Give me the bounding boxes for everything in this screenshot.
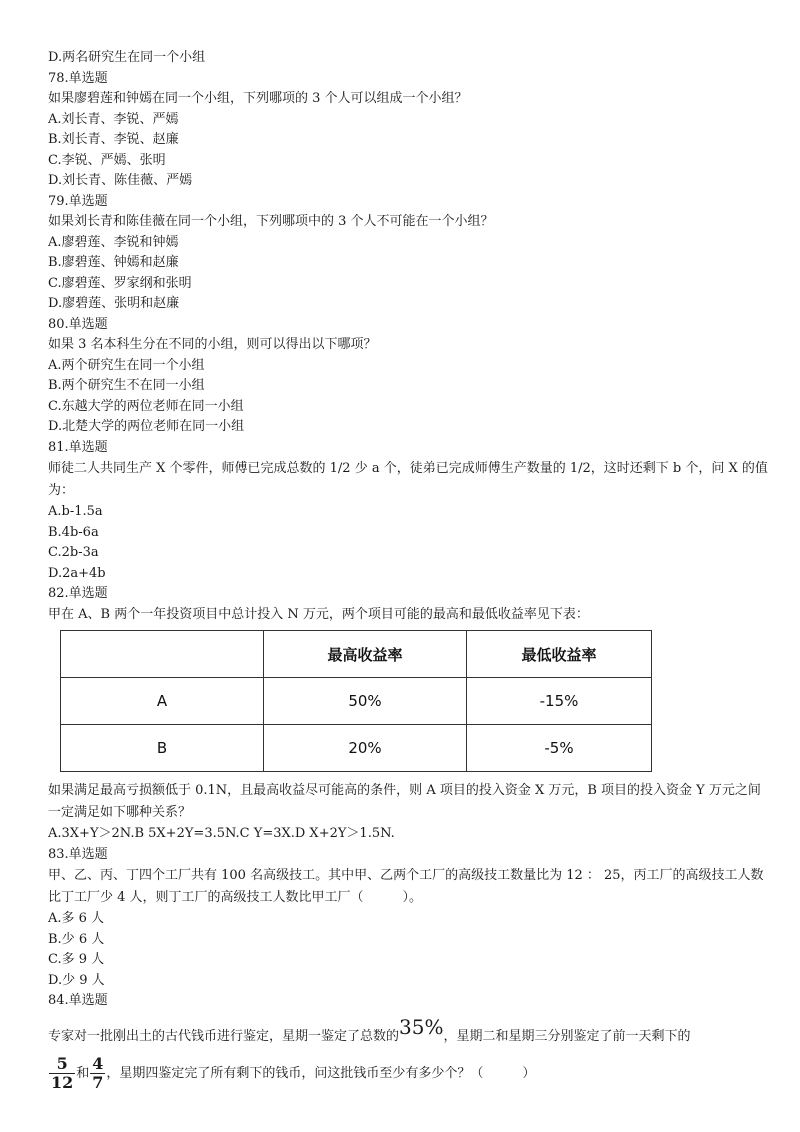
option-d: D.少 9 人	[48, 972, 105, 988]
table-cell: 50%	[264, 678, 467, 725]
document-content	[48, 48, 768, 1094]
question-stem: 如果刘长青和陈佳薇在同一个小组，下列哪项中的 3 个人不可能在一个小组？	[48, 214, 494, 229]
conjunction-text: 和	[76, 1065, 90, 1081]
question-header: 79.单选题	[48, 193, 108, 209]
option-b: B.廖碧莲、钟嫣和赵廉	[48, 255, 179, 270]
option-c: C.廖碧莲、罗家纲和张明	[48, 275, 192, 291]
question-header: 81.单选题	[48, 439, 108, 455]
option-a: A.b-1.5a	[48, 504, 103, 519]
question-stem: 师徒二人共同生产 X 个零件，师傅已完成总数的 1/2 少 a 个，徒弟已完成师傅生产数量的 1/2，这时还剩下 b 个，问 X 的值为：	[48, 461, 768, 498]
table-cell: 20%	[264, 725, 467, 772]
option-c: C.2b-3a	[48, 545, 99, 560]
fraction-five-twelfths	[49, 1055, 75, 1092]
table-header-cell	[61, 631, 264, 678]
question-79	[48, 192, 768, 315]
question-header: 78.单选题	[48, 70, 108, 86]
option-b: B.刘长青、李锐、赵廉	[48, 132, 179, 147]
option-c: C.李锐、严嫣、张明	[48, 152, 166, 168]
question-stem: 如果 3 名本科生分在不同的小组，则可以得出以下哪项？	[48, 337, 377, 352]
question-stem: 甲、乙、丙、丁四个工厂共有 100 名高级技工。其中甲、乙两个工厂的高级技工数量比为 12 ： 25，丙工厂的高级技工人数比丁工厂少 4 人，则丁工厂的高级技工人数比甲工厂（ ）。	[48, 868, 764, 905]
option-b: B.少 6 人	[48, 931, 105, 947]
table-row	[61, 678, 652, 725]
q77-option-d: D.两名研究生在同一个小组	[48, 50, 206, 65]
option-d: D.廖碧莲、张明和赵廉	[48, 296, 180, 311]
option-b: B.两个研究生不在同一小组	[48, 378, 205, 393]
return-rate-table	[60, 630, 652, 772]
question-header: 83.单选题	[48, 846, 108, 862]
table-header-row	[61, 631, 652, 678]
table-cell: -15%	[467, 678, 652, 725]
question-stem: 甲在 A、B 两个一年投资项目中总计投入 N 万元，两个项目可能的最高和最低收益率见下表：	[48, 606, 589, 622]
table-cell: A	[61, 678, 264, 725]
option-b: B.4b-6a	[48, 524, 99, 540]
option-d: D.2a+4b	[48, 565, 106, 581]
table-header-cell: 最高收益率	[264, 631, 467, 678]
question-header: 80.单选题	[48, 316, 108, 332]
option-c: C.东越大学的两位老师在同一小组	[48, 398, 244, 414]
fraction-numerator: 4	[92, 1053, 104, 1073]
option-c: C.多 9 人	[48, 952, 105, 967]
option-d: D.刘长青、陈佳薇、严嫣	[48, 173, 193, 188]
stem-text: ，星期四鉴定完了所有剩下的钱币，问这批钱币至少有多少个？（ ）	[106, 1065, 536, 1081]
percent-value: 35%	[399, 1014, 444, 1039]
table-row	[61, 725, 652, 772]
question-82	[48, 584, 768, 845]
question-stem	[48, 1012, 768, 1052]
question-80	[48, 315, 768, 438]
option-a: A.廖碧莲、李锐和钟嫣	[48, 234, 179, 250]
option-a: A.两个研究生在同一个小组	[48, 357, 205, 373]
question-81	[48, 438, 768, 585]
fraction-numerator: 5	[49, 1055, 75, 1074]
stem-text: 专家对一批刚出土的古代钱币进行鉴定，星期一鉴定了总数的	[48, 1028, 400, 1044]
option-a: A.刘长青、李锐、严嫣	[48, 111, 179, 127]
question-header: 84.单选题	[48, 993, 108, 1008]
question-stem-continued	[48, 1054, 768, 1094]
question-78	[48, 69, 768, 192]
fraction-denominator: 12	[51, 1072, 74, 1092]
stem-text: ，星期二和星期三分别鉴定了前一天剩下的	[443, 1028, 691, 1044]
fraction-four-sevenths	[90, 1055, 105, 1092]
option-d: D.北楚大学的两位老师在同一小组	[48, 419, 245, 434]
table-header-cell: 最低收益率	[467, 631, 652, 678]
table-cell: -5%	[467, 725, 652, 772]
question-83	[48, 845, 768, 992]
question-84	[48, 991, 768, 1094]
fraction-denominator: 7	[92, 1072, 104, 1092]
question-stem: 如果廖碧莲和钟嫣在同一个小组，下列哪项的 3 个人可以组成一个小组？	[48, 91, 468, 106]
answer-options: A.3X+Y＞2N.B 5X+2Y=3.5N.C Y=3X.D X+2Y＞1.5N.	[48, 826, 395, 841]
table-cell: B	[61, 725, 264, 772]
question-header: 82.单选题	[48, 586, 108, 601]
question-condition: 如果满足最高亏损额低于 0.1N，且最高收益尽可能高的条件，则 A 项目的投入资金 X 万元，B 项目的投入资金 Y 万元之间一定满足如下哪种关系？	[48, 783, 761, 820]
option-a: A.多 6 人	[48, 911, 105, 926]
